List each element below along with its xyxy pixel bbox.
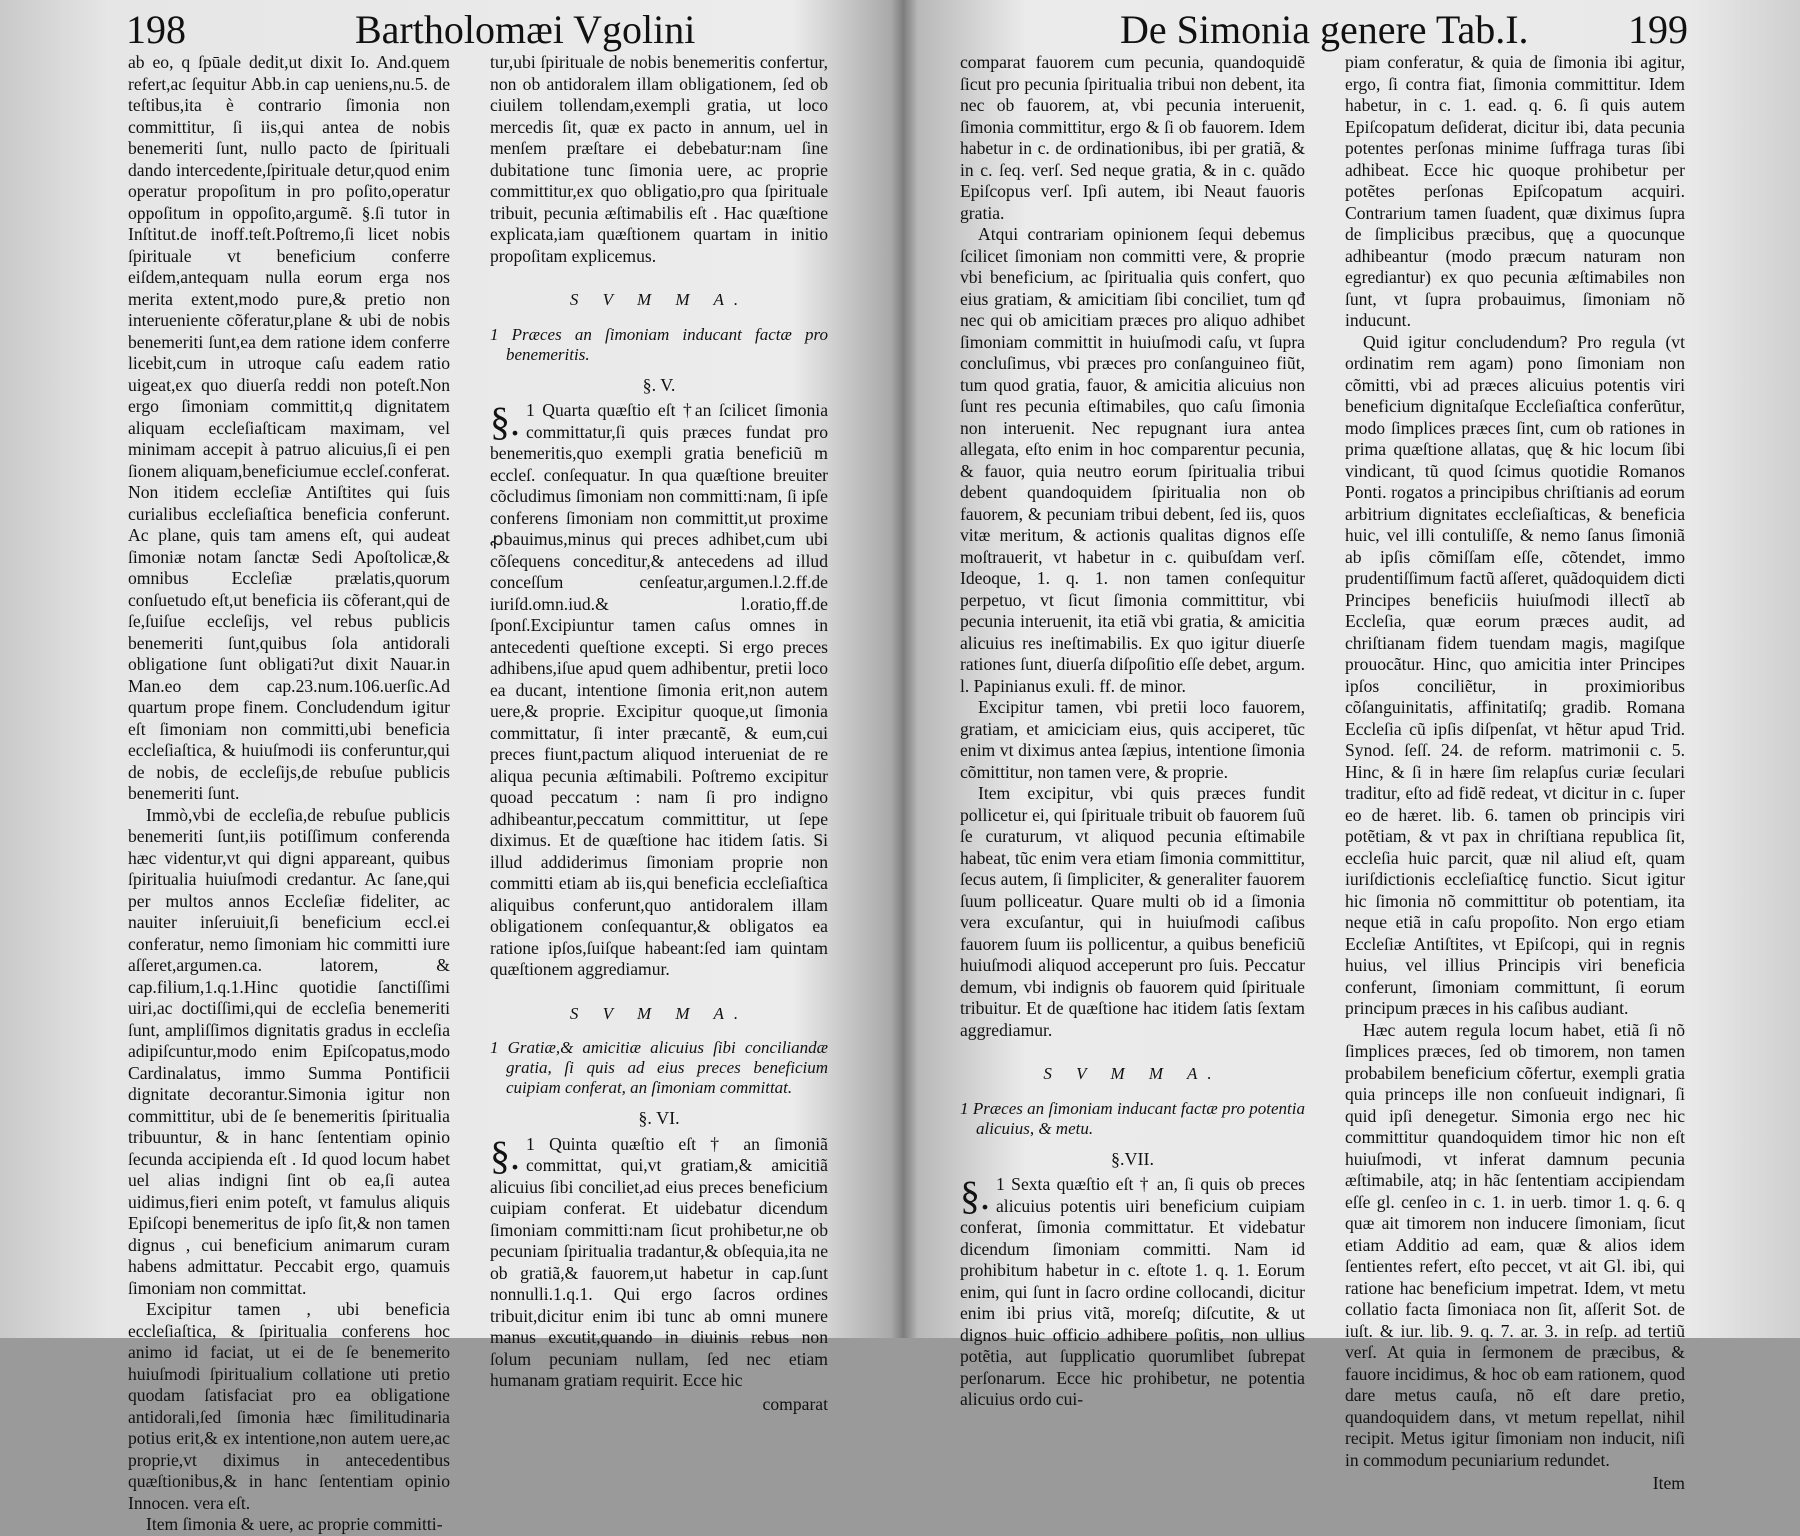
right-page [900,0,1800,1493]
section-heading: §. VI. [638,1108,680,1128]
left-column-1 [128,52,450,1534]
paragraph-text: 1 Quarta quæſtio eſt †an ſcilicet ſimonia committatur,ſi quis præces fundat pro benemeritis,quo exempli gratia beneficiũ m eccleſ. conſequatur. In qua quæſtione breuiter cõcludimus ſimoniam non committi:nam, ſi ipſe conferens ſimoniam non committit,ut proxime ꝓbauimus,minus qui preces adhibet,cum ubi cõſequens conceditur,& antecedens ad illud conceſſum cenſeatur,argumen.l.2.ff.de iuriſd.omn.iud.& l.oratio,ff.de ſponſ.Excipiuntur tamen caſus omnes in antecedenti queſtione excepti. Si ergo preces adhibens,iſue apud quem adhibentur, pretii loco ea ducant, intentione ſimonia erit,non autem uere,& proprie. Excipitur quoque,ut ſimonia committatur, ſi inter præcantẽ, & eum,cui preces fiunt,pactum aliquod interueniat de re aliqua pecunia æſtimabili. Poſtremo excipitur quoad peccatum : nam ſi pro indigno adhibeantur,peccatum committitur, ut ſepe diximus. Et de quæſtione hac itidem ſatis. Si illud addiderimus ſimoniam proprie non committi etiam ab iis,qui beneficia eccleſiaſtica aliquibus conferunt,quo antidoralem illam obligationem conſequantur,& obligatos ea ratione ipſos,ſuiſque habeant:ſed iam quintam quæſtionem aggrediamur. [490,400,828,979]
paragraph: Item excipitur, vbi quis præces fundit pollicetur ei, qui ſpirituale tribuit ob fauorem ſuũ ſe curaturum, vt aliquod pecunia eſtimabile habeat, tũc enim vera etiam ſimonia committitur, ſecus autem, ſi ſimpliciter, & generaliter fauorem ſuum polliceatur. Quare multi ob id a ſimonia vera excuſantur, qui in huiuſmodi caſibus fauorem ſuum iis pollicentur, a quibus beneficiũ huiuſmodi aliquod acceperunt pro ſuis. Peccatur demum, vbi indignis ob fauorem quid ſpirituale tribuitur. Et de quæſtione hac itidem ſatis ſextam aggrediamur. [960,783,1305,1040]
paragraph: Atqui contrariam opinionem ſequi debemus ſcilicet ſimoniam non committi vere, & proprie vbi beneficium, ac ſpiritualia quis confert, quo eius gratiam, & amicitiam ſibi conciliet, tum qđ nec qui ob amicitiam præces pro aliquo adhibet ſimoniam committit in huiuſmodi caſu, vt ſupra concluſimus, vbi præces pro conſanguineo fiũt, tum quod gratia, fauor, & amicitia alicuius non ſunt res pecunia eſtimabiles, quo caſu ſimonia non interuenit. Nec repugnant iura antea allegata, eſto enim in hoc comparentur pecunia, & fauor, quia neutro eorum ſpiritualia tribui debent quandoquidem ſpiritualia non ob fauorem, & pecuniam tribui debent, ſed iis, quos vitæ meritum, & actionis qualitas dignos eſſe moſtrauerit, vt habetur in c. quibuſdam verſ. Ideoque, 1. q. 1. non tamen conſequitur perpetuo, vt ſicut ſimonia committitur, vbi pecunia interuenit, ita etiã vbi gratia, & amicitia alicuius res ineſtimabilis. Ex quo igitur diuerſe rationes ſunt, diuerſa diſpoſitio eſſe debet, argum. l. Papinianus exuli. ff. de minor. [960,224,1305,696]
paragraph: piam conferatur, & quia de ſimonia ibi agitur, ergo, ſi contra fiat, ſimonia committitur. Idem habetur, in c. 1. ead. q. 6. ſi quis autem Epiſcopatum deſiderat, dicitur ibi, data pecunia potentes perſonas minime ſuffraga turas ſibi adhibeat. Ecce hic quoque prohibetur per potẽtes perſonas Epiſcopatum acquiri. Contrarium tamen ſuadent, quæ diximus ſupra de ſimplicibus præcibus, quę a quocunque adhibeantur (modo præcum naturam non egrediantur) ex quo pecunia æſtimabiles non ſunt, vt ſupra probauimus, ſimoniam nõ inducunt. [1345,52,1685,330]
left-running-head: Bartholomæi Vgolini [355,7,696,52]
section-mark: §. [960,1173,990,1218]
section-heading: §. V. [642,374,676,395]
left-column-2 [490,52,828,1414]
paragraph: Excipitur tamen , ubi beneficia eccleſiaſtica, & ſpiritualia conferens hoc animo id faciat, ut ei de ſe benemerito huiuſmodi ſpiritualium collatione uti pretio quodam ſatisfaciat pro ea obligatione antidorali,ſed ſimonia hæc ſimilitudinaria potius erit,& ex intentione,non autem uere,ac proprie,vt diximus in antecedentibus quæſtionibus,& in hanc ſententiam opinio Innocen. vera eſt. [128,1299,450,1513]
paragraph: comparat fauorem cum pecunia, quandoquidẽ ſicut pro pecunia ſpiritualia tribui non debent, ita nec ob fauorem, at, vbi pecunia interuenit, ſimonia committitur, ergo & ſi ob fauorem. Idem habetur in c. de ordinationibus, ibi per gratiã, & in c. ſeq. verſ. Sed neque gratia, & in c. quãdo Epiſcopus verſ. Ipſi autem, ibi Neaut fauoris gratia. [960,52,1305,223]
paragraph [490,1134,828,1392]
paragraph: Quid igitur concludendum? Pro regula (vt ordinatim rem agam) pono ſimoniam non cõmitti, vbi ad præces alicuius potentis viri beneficium dignitaſque Eccleſiaſtica conferũtur, modo ſimplices præces ſint, cum ob rationes in prima quæſtione allatas, quę & hic locum ſibi vindicant, tũ quod ſcimus quotidie Romanos Ponti. rogatos a principibus chriſtianis ad eorum arbitrium dignitates eccleſiaſticas, & beneficia huic, vel illi contuliſſe, & nemo ſanus ſimoniã ab ipſis cõmiſſam eſſe, cõtendet, immo prudentiſſimum factũ aſſeret, quãdoquidem dicti Principes beneficiis huiuſmodi illectĩ ab Eccleſia, quæ eorum præces audit, ad chriſtianam fidem tuendam magis, magiſque prouocãtur. Hinc, quo amicitia inter Principes ipſos conciliẽtur, in proximioribus cõſanguinitatis, affinitatiſq; gradib. Romana Eccleſia cũ ipſis diſpenſat, vt hẽtur apud Trid. Synod. ſeſſ. 24. de reform. matrimonii c. 5. Hinc, & ſi in hære ſim relapſus curiæ ſeculari traditur, eſto ad fidẽ redeat, vt dicitur in c. ſuper eo de hæret. lib. 6. tamen ob principis viri potẽtiam, & vt pax in chriſtiana republica ſit, eccleſia huic parcit, quæ nil aliud eſt, quam iuriſdictionis eccleſiaſticę functio. Sicut igitur hic ſimonia nõ committitur ob potentiam, ita neque etiã in caſu propoſito. Non ergo etiam Eccleſiæ Antiſtites, vt Epiſcopi, qui in regnis huius, vel illius Principis viri beneficia conferunt, ſimoniam committunt, ſi eorum principum præces in his caſibus audiant. [1345,331,1685,1018]
left-page [0,0,900,1534]
right-column-2 [1345,52,1685,1493]
paragraph [960,1174,1305,1411]
summa-item: 1 Præces an ſimoniam inducant factæ pro benemeritis. [490,324,828,364]
section-heading: §.VII. [1111,1148,1154,1169]
right-page-number: 199 [1628,7,1688,52]
paragraph-text: 1 Quinta quæſtio eſt † an ſimoniã committat, qui,vt gratiam,& amicitiã alicuius ſibi conciliet,ad eius preces beneficium cuipiam conferat. Et uidebatur dicendum ſimoniam committi:nam ſicut prohibetur,ne ob pecuniam ſpiritualia tradantur,& obſequia,ita ne ob gratiã,& fauorem,ut habetur in cap.ſunt nonnulli.1.q.1. Qui ergo ſacros ordines tribuit,dicitur enim ibi tunc ab omni munere manus excutit,quando in diuinis rebus non ſolum pecuniam nullam, ſed nec etiam humanam gratiam requirit. Ecce hic [490,1133,828,1390]
right-running-head: De Simonia genere Tab.I. [1120,7,1529,52]
left-page-number: 198 [126,7,186,52]
paragraph-text: 1 Sexta quæſtio eſt † an, ſi quis ob preces alicuius potentis uiri beneficium cuipiam conferat, ſimonia committatur. Et videbatur dicendum ſimoniam committi. Nam id prohibitum habetur in c. eſtote 1. q. 1. Eorum enim, qui ſunt in ſacro ordine collocandi, dicitur enim ibi prius vitã, moreſq; diſcutite, & ut dignos huic officio adhibere poſitis, non ullius potẽtia, aut ſupplicatio quorumlibet ſubrepat perſonarum. Ecce hic prohibetur, ne potentia alicuius ordo cui- [960,1174,1305,1409]
summa-heading: S V M M A. [1043,1064,1222,1083]
catchword: comparat [762,1393,828,1414]
paragraph: Immò,vbi de eccleſia,de rebuſue publicis benemeriti ſunt,iis potiſſimum conferenda hæc videntur,vt qui digni appareant, quibus ſpiritualia huiuſmodi credantur. Ac ſane,qui per multos annos Eccleſiæ fideliter, ac nauiter inſeruiuit,ſi beneficium eccl.ei conferatur, nemo ſimoniam hic committi iure aſſeret,argumen.ca. latorem, & cap.filium,1.q.1.Hinc quotidie ſanctiſſimi uiri,ac doctiſſimi,qui de eccleſia benemeriti ſunt, ampliſſimos dignitatis gradus in eccleſia adipiſcuntur,modo enim Epiſcopatus,modo Cardinalatus, immo Summa Pontificii dignitate decorantur.Simonia igitur non committitur, ubi de ſe benemeritis ſpiritualia tribuuntur, & in hanc ſententiam opinio ſecunda accipienda eſt . Id quod locum habet uel alias indigni ſint ob ea,ſi autea uidimus,fieri enim poteſt, vt famulus aliquis Epiſcopi benemeritus de ipſo ſit,& non tamen dignus , cui beneficium animarum curam habens admittatur. Peccabit ergo, quamuis ſimoniam non committat. [128,804,450,1298]
paragraph: Item ſimonia & uere, ac proprie committi- [146,1514,443,1534]
summa-item: 1 Gratiæ,& amicitiæ alicuius ſibi conciliandæ gratia, ſi quis ad eius preces beneficium cuipiam conferat, an ſimoniam committat. [490,1038,828,1097]
right-column-1 [960,52,1305,1409]
paragraph: Excipitur tamen, vbi pretii loco fauorem, gratiam, et amiciciam eius, quis acciperet, tũc enim vt diximus antea ſæpius, intentione ſimonia cõmittitur, non tamen vere, & proprie. [960,697,1305,782]
paragraph: tur,ubi ſpirituale de nobis benemeritis confertur, non ob antidoralem illam obligationem, ſed ob ciuilem tollendam,exempli gratia, ut loco mercedis ſit, quæ ex pacto in annum, uel in menſem præſtare ei debebatur:nam ſine dubitatione tunc ſimonia uere, ac proprie committitur,ex quo obligatio,pro qua ſpirituale tribuit, pecunia æſtimabilis eſt . Hac quæſtione explicata,iam quæſtionem quartam in initio propoſitam explicemus. [490,52,828,266]
catchword: Item [1652,1473,1685,1493]
section-mark: §. [490,1132,520,1178]
summa-heading: S V M M A. [569,290,749,309]
paragraph [490,400,828,981]
summa-item: 1 Præces an ſimoniam inducant factæ pro potentia alicuius, & metu. [960,1098,1305,1138]
summa-heading: S V M M A. [569,1003,749,1023]
paragraph: Hæc autem regula locum habet, etiã ſi nõ ſimplices præces, ſed ob timorem, non tamen probabilem beneficium cõfertur, exempli gratia quia princeps ille non conſueuit indignari, ſi quid ipſi denegetur. Simonia ergo nec hic committitur quandoquidem timor hic non eſt huiuſmodi, vt inferat damnum pecunia æſtimabile, atq; in hãc ſententiam accipiendam eſſe gl. cenſeo in c. 1. in uerb. timor 1. q. 6. q quæ ait timorem non inducere ſimoniam, ſicut etiam Additio ad eam, quæ & alios idem ſentientes refert, eſto peccet, vt ait Gl. ibi, qui ratione hac beneficium impetrat. Idem, vt metu collatio facta ſimoniaca non ſit, aſſerit Sot. de iuſt. & iur. lib. 9. q. 7. ar. 3. in reſp. ad tertiũ verſ. At quia in ſermonem de præcibus, & fauore incidimus, & hoc ob eam rationem, quod dare metus cauſa, nõ eſt dare pretio, quandoquidem dans, vt metum repellat, nihil recipit. Metus igitur ſimoniam non inducit, niſi in commodum pecuniarium redundet. [1345,1019,1685,1470]
paragraph: ab eo, q ſpūale dedit,ut dixit Io. And.quem refert,ac ſequitur Abb.in cap ueniens,nu.5. de teſtibus,ita è contrario ſimonia non committitur, ſi iis,qui antea de nobis benemeriti ſunt, nullo pacto de ſpirituali dando intercedente,ſpirituale detur,quod enim operatur propoſitum in pro poſito,operatur oppoſitum in oppoſito,argumẽ. §.ſi tutor in Inſtitut.de inoff.teſt.Poſtremo,ſi licet nobis ſpirituale vt beneficium conferre eiſdem,antequam nulla eorum erga nos merita extent,modo pure,& pretio non interueniente cõferatur,plane & ubi de nobis benemeriti ſunt,ea dem ratione idem conferre licebit,cum in utroque caſu eadem ratio uigeat,ex quo diuerſa reddi non poteſt.Non ergo ſimoniam committit,q dignitatem aliquam eccleſiaſticam maximam, vel minimam accepit à patruo alicuius,ſi ei pen ſionem aliquam,beneficiumue eccleſ.conferat. Non itidem eccleſiæ Antiſtites qui ſuis curialibus eccleſiaſtica beneficia conferunt. Ac plane, quis tam amens eſt, qui audeat ſimoniæ notam ſanctæ Sedi Apoſtolicæ,& omnibus Eccleſiæ prælatis,quorum conſuetudo eſt,ut beneficia iis cõferant,qui de ſe,ſuiſue eccleſijs, vel rebus publicis benemeriti ſunt,quibus ſola antidorali obligatione ſunt obligati?ut dixit Nauar.in Man.eo dem cap.23.num.106.uerſic.Ad quartum prope finem. Concludendum igitur eſt ſimoniam non committi,ubi beneficia eccleſiaſtica, & huiuſmodi iis conferuntur,qui de nobis, de eccleſijs,de rebuſue publicis benemeriti ſunt. [128,52,450,803]
section-mark: §. [490,399,520,444]
